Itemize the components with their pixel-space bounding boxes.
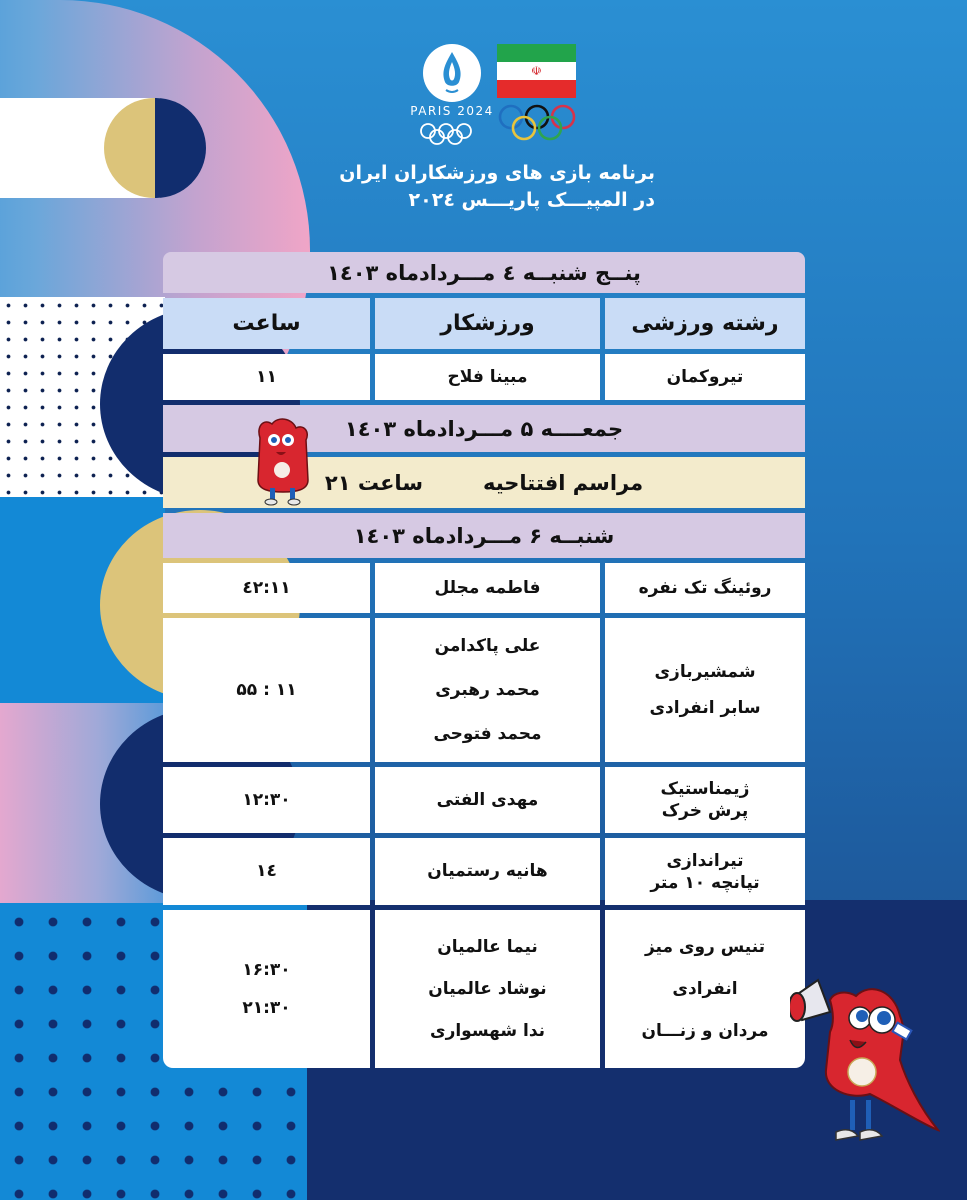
time-cell: ۱۶:۳۰ ۲۱:۳۰	[163, 910, 370, 1068]
iran-flag-icon: ☫	[497, 44, 576, 98]
sport-cell: ژیمناستیک پرش خرک	[605, 767, 805, 833]
title-line-1: برنامه بازی های ورزشکاران ایران	[339, 162, 655, 184]
day-header-saturday: شنبــه ۶ مـــردادماه ۱٤۰۳	[163, 513, 805, 558]
time-cell: ۱۱	[163, 354, 370, 400]
time-cell: ۱۲:۳۰	[163, 767, 370, 833]
time-cell: ۱۱ : ۵۵	[163, 618, 370, 762]
page-title	[300, 160, 655, 214]
column-header-sport: رشته ورزشی	[605, 298, 805, 349]
sport-cell: روئینگ تک نفره	[605, 563, 805, 613]
column-header-athlete: ورزشکار	[375, 298, 600, 349]
paris-2024-logo	[405, 44, 494, 149]
athlete-cell: مهدی الفتی	[375, 767, 600, 833]
sport-cell: شمشیربازی سابر انفرادی	[605, 618, 805, 762]
ceremony-time: ساعت ۲۱	[324, 470, 423, 495]
time-cell: ۱٤	[163, 838, 370, 905]
athlete-cell: علی پاکدامن محمد رهبری محمد فتوحی	[375, 618, 600, 762]
sport-cell: تنیس روی میز انفرادی مردان و زنـــان	[605, 910, 805, 1068]
day-header-friday: جمعــــه ۵ مـــردادماه ۱٤۰۳	[163, 405, 805, 452]
phryge-mascot-small-icon	[252, 418, 314, 506]
phryge-mascot-megaphone-icon	[790, 960, 940, 1150]
title-line-2: در المپیـــک پاریـــس ۲۰۲٤	[408, 189, 655, 211]
ceremony-label: مراسم افتتاحیه	[482, 470, 644, 495]
column-header-time: ساعت	[163, 298, 370, 349]
olympic-rings-color-icon	[497, 104, 577, 142]
athlete-cell: هانیه رستمیان	[375, 838, 600, 905]
athlete-cell: فاطمه مجلل	[375, 563, 600, 613]
sport-cell: تیروکمان	[605, 354, 805, 400]
paris-2024-text: PARIS 2024	[410, 104, 494, 118]
olympic-rings-white-icon	[418, 122, 474, 146]
sport-cell: تیراندازی تپانچه ۱۰ متر	[605, 838, 805, 905]
time-cell: ۱۱:٤۲	[163, 563, 370, 613]
athlete-cell: نیما عالمیان نوشاد عالمیان ندا شهسواری	[375, 910, 600, 1068]
athlete-cell: مبینا فلاح	[375, 354, 600, 400]
day-header-thursday: پنــج شنبــه ٤ مـــردادماه ۱٤۰۳	[163, 252, 805, 293]
paris-flame-emblem-icon	[423, 44, 481, 102]
